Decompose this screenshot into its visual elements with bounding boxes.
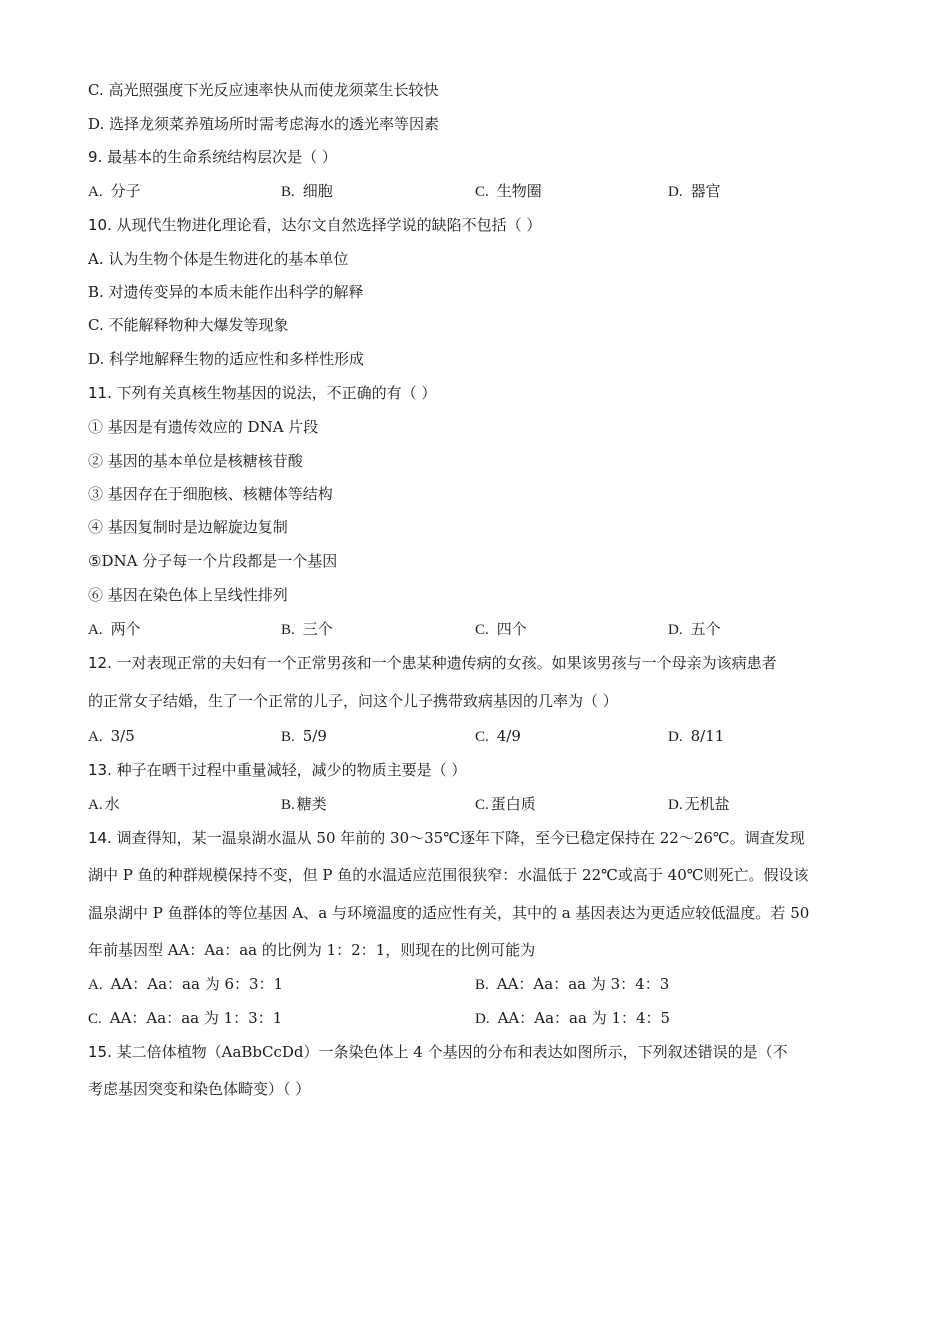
q9-option-a: A. 分子 — [88, 182, 141, 200]
q11-option-c: C. 四个 — [475, 620, 527, 638]
q13-option-d: D. 无机盐 — [668, 795, 730, 813]
q11-option-b: B. 三个 — [281, 620, 333, 638]
question-text: 一对表现正常的夫妇有一个正常男孩和一个患某种遗传病的女孩。如果该男孩与一个母亲为该病患者 — [111, 654, 777, 672]
question-text: 从现代生物进化理论看，达尔文自然选择学说的缺陷不包括（ ） — [111, 216, 542, 234]
q14-option-d: D. AA：Aa：aa 为 1：4：5 — [475, 1009, 671, 1027]
question-number: 10. — [88, 216, 112, 234]
question-number: 13. — [88, 761, 112, 779]
q9-option-c: C. 生物圈 — [475, 182, 542, 200]
question-text: 调查得知，某一温泉湖水温从 50 年前的 30～35℃逐年下降，至今已稳定保持在 22～26℃。调查发现 — [111, 829, 805, 847]
q12-stem-line-1 — [88, 653, 777, 673]
question-number: 15. — [88, 1043, 112, 1061]
q9-stem — [88, 147, 337, 167]
q14-stem-line-1 — [88, 828, 805, 848]
q12-option-a: A. 3/5 — [88, 727, 135, 745]
q13-stem — [88, 760, 466, 780]
q11-statement-3: ③ 基因存在于细胞核、核糖体等结构 — [88, 485, 333, 503]
q11-statement-1: ① 基因是有遗传效应的 DNA 片段 — [88, 418, 319, 436]
q12-option-c: C. 4/9 — [475, 727, 521, 745]
q10-option-b: B. 对遗传变异的本质未能作出科学的解释 — [88, 283, 364, 301]
q12-option-b: B. 5/9 — [281, 727, 327, 745]
q11-statement-5: ⑤DNA 分子每一个片段都是一个基因 — [88, 552, 338, 570]
q11-statement-6: ⑥ 基因在染色体上呈线性排列 — [88, 586, 288, 604]
question-number: 14. — [88, 829, 112, 847]
q13-option-b: B. 糖类 — [281, 795, 327, 813]
q11-statement-4: ④ 基因复制时是边解旋边复制 — [88, 518, 288, 536]
q13-option-c: C. 蛋白质 — [475, 795, 536, 813]
q15-stem-line-2: 考虑基因突变和染色体畸变）（ ） — [88, 1080, 311, 1098]
q8-option-d: D. 选择龙须菜养殖场所时需考虑海水的透光率等因素 — [88, 115, 440, 133]
q11-stem — [88, 383, 436, 403]
question-number: 12. — [88, 654, 112, 672]
q10-option-c: C. 不能解释物种大爆发等现象 — [88, 316, 289, 334]
q10-option-d: D. 科学地解释生物的适应性和多样性形成 — [88, 350, 365, 368]
question-text: 某二倍体植物（AaBbCcDd）一条染色体上 4 个基因的分布和表达如图所示，下列叙述错误的是（不 — [111, 1043, 788, 1061]
q14-stem-line-3: 温泉湖中 P 鱼群体的等位基因 A、a 与环境温度的适应性有关，其中的 a 基因表达为更适应较低温度。若 50 — [88, 904, 810, 922]
q14-stem-line-2: 湖中 P 鱼的种群规模保持不变，但 P 鱼的水温适应范围很狭窄：水温低于 22℃或高于 40℃则死亡。假设该 — [88, 866, 809, 884]
q11-option-a: A. 两个 — [88, 620, 141, 638]
q8-option-c: C. 高光照强度下光反应速率快从而使龙须菜生长较快 — [88, 81, 439, 99]
q12-stem-line-2: 的正常女子结婚，生了一个正常的儿子，问这个儿子携带致病基因的几率为（ ） — [88, 692, 618, 710]
q14-stem-line-4: 年前基因型 AA：Aa：aa 的比例为 1：2：1，则现在的比例可能为 — [88, 941, 536, 959]
question-text: 下列有关真核生物基因的说法，不正确的有（ ） — [111, 384, 437, 402]
q14-option-c: C. AA：Aa：aa 为 1：3：1 — [88, 1009, 283, 1027]
q14-option-b: B. AA：Aa：aa 为 3：4：3 — [475, 975, 670, 993]
q10-option-a: A. 认为生物个体是生物进化的基本单位 — [88, 250, 349, 268]
question-text: 种子在晒干过程中重量减轻，减少的物质主要是（ ） — [111, 761, 467, 779]
q14-option-a: A. AA：Aa：aa 为 6：3：1 — [88, 975, 284, 993]
q11-option-d: D. 五个 — [668, 620, 721, 638]
q10-stem — [88, 215, 541, 235]
q9-option-b: B. 细胞 — [281, 182, 333, 200]
q12-option-d: D. 8/11 — [668, 727, 725, 745]
question-number: 9. — [88, 148, 103, 166]
q9-option-d: D. 器官 — [668, 182, 721, 200]
question-number: 11. — [88, 384, 112, 402]
q15-stem-line-1 — [88, 1042, 788, 1062]
q13-option-a: A. 水 — [88, 795, 120, 813]
question-text: 最基本的生命系统结构层次是（ ） — [102, 148, 337, 166]
q11-statement-2: ② 基因的基本单位是核糖核苷酸 — [88, 452, 303, 470]
